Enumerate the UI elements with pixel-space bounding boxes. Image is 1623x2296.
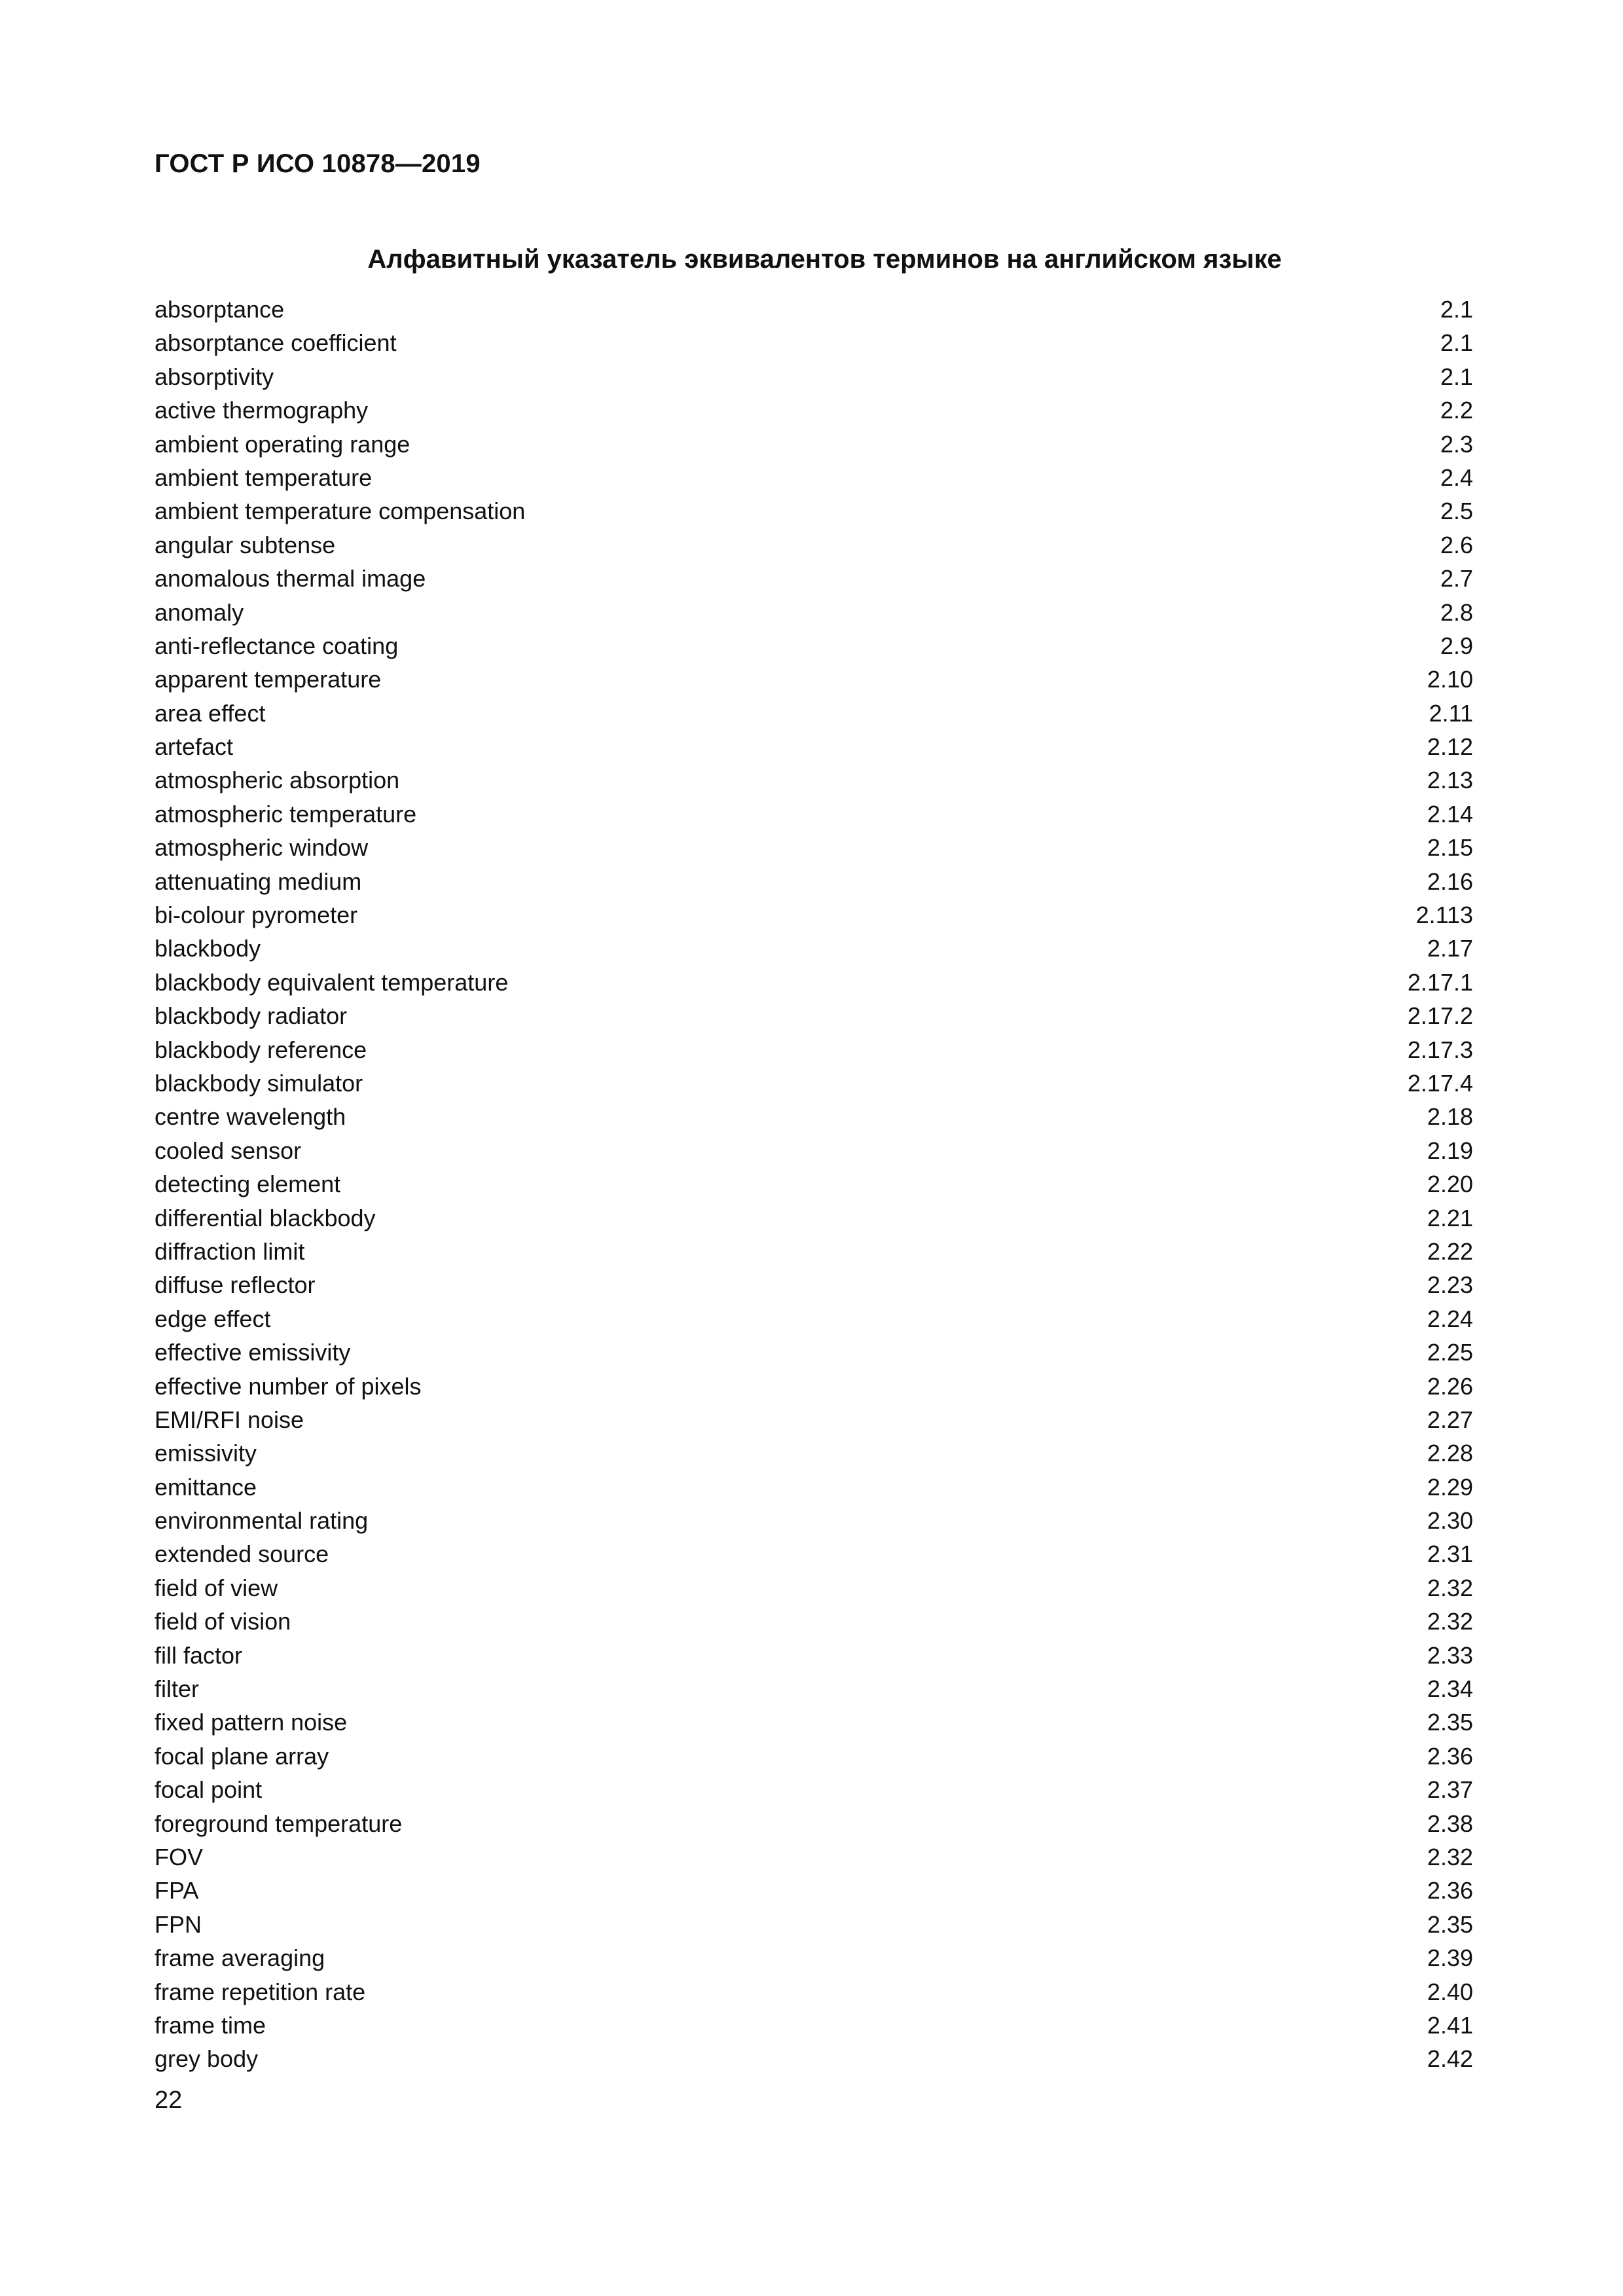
index-entry [155, 1235, 1473, 1268]
index-entry-reference: 2.1 [1440, 296, 1473, 323]
index-entry-reference: 2.30 [1427, 1507, 1473, 1535]
index-entry-reference: 2.12 [1427, 733, 1473, 761]
index-entry-reference: 2.29 [1427, 1473, 1473, 1501]
index-entry-term: environmental rating [155, 1507, 369, 1535]
index-entry [155, 1705, 1473, 1739]
index-entry [155, 326, 1473, 359]
index-entry-reference: 2.17.2 [1407, 1002, 1473, 1030]
index-entry-term: ambient temperature [155, 464, 373, 491]
index-entry-reference: 2.17.4 [1407, 1069, 1473, 1097]
index-entry-reference: 2.25 [1427, 1339, 1473, 1366]
index-entry-term: field of vision [155, 1608, 291, 1635]
index-entry-reference: 2.6 [1440, 531, 1473, 558]
index-entry-term: apparent temperature [155, 666, 382, 693]
index-entry-term: blackbody radiator [155, 1002, 348, 1030]
index-entry-term: ambient temperature compensation [155, 498, 526, 525]
index-entry-reference: 2.32 [1427, 1843, 1473, 1870]
index-entry-reference: 2.1 [1440, 363, 1473, 390]
index-entry-term: grey body [155, 2045, 259, 2073]
index-entry-reference: 2.4 [1440, 464, 1473, 491]
index-entry [155, 1672, 1473, 1705]
index-entry [155, 562, 1473, 595]
document-header: ГОСТ Р ИСО 10878—2019 [155, 149, 481, 178]
index-entry-reference: 2.35 [1427, 1910, 1473, 1938]
index-entry-term: blackbody reference [155, 1036, 367, 1063]
index-entry [155, 1470, 1473, 1504]
index-entry-term: blackbody equivalent temperature [155, 968, 509, 996]
index-entry-term: FPN [155, 1910, 202, 1938]
index-entry-reference: 2.16 [1427, 867, 1473, 895]
index-entry-term: fixed pattern noise [155, 1709, 348, 1736]
index-entry-reference: 2.28 [1427, 1440, 1473, 1467]
index-entry [155, 763, 1473, 797]
index-entry [155, 999, 1473, 1032]
index-entry-term: differential blackbody [155, 1204, 376, 1231]
index-entry-reference: 2.10 [1427, 666, 1473, 693]
index-title-text: Алфавитный указатель эквивалентов терминов на английском языке [367, 244, 1282, 274]
index-entry-reference: 2.38 [1427, 1810, 1473, 1837]
index-entry [155, 1740, 1473, 1773]
index-entry [155, 1537, 1473, 1571]
index-entry-reference: 2.27 [1427, 1406, 1473, 1433]
index-entry [155, 528, 1473, 562]
index-entry [155, 1807, 1473, 1840]
index-entry [155, 1033, 1473, 1066]
index-entry [155, 2009, 1473, 2042]
index-entry [155, 1436, 1473, 1470]
index-entry-reference: 2.8 [1440, 598, 1473, 626]
index-entry-reference: 2.11 [1429, 699, 1473, 727]
index-entry [155, 1773, 1473, 1806]
index-entry-term: ambient operating range [155, 430, 410, 458]
index-entry [155, 1975, 1473, 2009]
index-entry [155, 1201, 1473, 1235]
index-entry [155, 1370, 1473, 1403]
index-entry [155, 1908, 1473, 1941]
index-entry [155, 1840, 1473, 1874]
index-entry-term: cooled sensor [155, 1137, 302, 1164]
index-entry-term: attenuating medium [155, 867, 362, 895]
index-entry-reference: 2.17 [1427, 935, 1473, 962]
index-entry-term: frame repetition rate [155, 1978, 366, 2005]
index-entry [155, 697, 1473, 730]
index-entry [155, 797, 1473, 831]
index-entry-term: frame time [155, 2011, 266, 2039]
index-entry [155, 1100, 1473, 1133]
index-entry-reference: 2.3 [1440, 430, 1473, 458]
index-entry-term: foreground temperature [155, 1810, 403, 1837]
index-entry-term: centre wavelength [155, 1103, 346, 1131]
index-entry-reference: 2.37 [1427, 1776, 1473, 1804]
index-entry [155, 1403, 1473, 1436]
index-entry-term: absorptance coefficient [155, 329, 397, 357]
index-entry-reference: 2.32 [1427, 1574, 1473, 1601]
index-entry-term: FPA [155, 1877, 199, 1904]
index-entry [155, 1605, 1473, 1638]
index-entry-term: area effect [155, 699, 266, 727]
index-entry-term: anomaly [155, 598, 244, 626]
index-entry-term: effective emissivity [155, 1339, 351, 1366]
index-entry-reference: 2.36 [1427, 1877, 1473, 1904]
index-entry [155, 831, 1473, 864]
index-entry-reference: 2.19 [1427, 1137, 1473, 1164]
index-entry [155, 360, 1473, 393]
index-entry [155, 1504, 1473, 1537]
index-entry-term: frame averaging [155, 1944, 325, 1972]
index-entry-term: focal plane array [155, 1742, 329, 1770]
index-entry-reference: 2.42 [1427, 2045, 1473, 2073]
index-entry-reference: 2.15 [1427, 834, 1473, 862]
page-number: 22 [155, 2086, 183, 2114]
index-entry-reference: 2.7 [1440, 565, 1473, 592]
index-entry [155, 1571, 1473, 1605]
index-entry-term: filter [155, 1675, 200, 1703]
index-entry [155, 1941, 1473, 1975]
index-entry-reference: 2.22 [1427, 1237, 1473, 1265]
index-title [0, 244, 1623, 275]
index-entry-term: emittance [155, 1473, 257, 1501]
index-entry-term: absorptivity [155, 363, 274, 390]
index-entry-reference: 2.14 [1427, 800, 1473, 828]
index-entry-reference: 2.24 [1427, 1305, 1473, 1332]
index-entry-reference: 2.17.3 [1407, 1036, 1473, 1063]
index-entry-term: angular subtense [155, 531, 336, 558]
index-entry-reference: 2.35 [1427, 1709, 1473, 1736]
index-entry-reference: 2.32 [1427, 1608, 1473, 1635]
index-entry-reference: 2.40 [1427, 1978, 1473, 2005]
index-entry-reference: 2.33 [1427, 1641, 1473, 1669]
index-entry [155, 1134, 1473, 1167]
index-entry-term: anomalous thermal image [155, 565, 426, 592]
index-entry-reference: 2.21 [1427, 1204, 1473, 1231]
index-entry [155, 494, 1473, 528]
index-entry [155, 2042, 1473, 2075]
index-entry-reference: 2.2 [1440, 397, 1473, 424]
index-entry [155, 428, 1473, 461]
index-entry-term: absorptance [155, 296, 285, 323]
index-entry-term: focal point [155, 1776, 263, 1804]
index-entry-term: EMI/RFI noise [155, 1406, 304, 1433]
index-entry [155, 730, 1473, 763]
index-entry-reference: 2.34 [1427, 1675, 1473, 1703]
index-entry [155, 932, 1473, 965]
term-index-list [155, 293, 1473, 2076]
index-entry-term: fill factor [155, 1641, 243, 1669]
index-entry-reference: 2.5 [1440, 498, 1473, 525]
index-entry [155, 663, 1473, 696]
index-entry [155, 1336, 1473, 1369]
index-entry [155, 1268, 1473, 1302]
index-entry-reference: 2.23 [1427, 1271, 1473, 1299]
index-entry [155, 865, 1473, 898]
index-entry-reference: 2.1 [1440, 329, 1473, 357]
index-entry-term: FOV [155, 1843, 204, 1870]
index-entry-reference: 2.26 [1427, 1372, 1473, 1400]
index-entry [155, 1639, 1473, 1672]
index-entry-reference: 2.113 [1415, 902, 1473, 929]
index-entry [155, 596, 1473, 629]
index-entry-term: effective number of pixels [155, 1372, 422, 1400]
index-entry [155, 966, 1473, 999]
index-entry-term: detecting element [155, 1171, 341, 1198]
index-entry [155, 898, 1473, 932]
index-entry-reference: 2.20 [1427, 1171, 1473, 1198]
index-entry-reference: 2.36 [1427, 1742, 1473, 1770]
index-entry-reference: 2.18 [1427, 1103, 1473, 1131]
index-entry-reference: 2.41 [1427, 2011, 1473, 2039]
index-entry-term: atmospheric window [155, 834, 369, 862]
index-entry-term: blackbody [155, 935, 261, 962]
index-entry-reference: 2.9 [1440, 632, 1473, 659]
index-entry-term: blackbody simulator [155, 1069, 363, 1097]
index-entry-reference: 2.31 [1427, 1540, 1473, 1568]
index-entry-term: edge effect [155, 1305, 271, 1332]
index-entry [155, 1167, 1473, 1201]
index-entry-term: artefact [155, 733, 234, 761]
index-entry-term: emissivity [155, 1440, 257, 1467]
index-entry-reference: 2.39 [1427, 1944, 1473, 1972]
index-entry-term: diffraction limit [155, 1237, 305, 1265]
index-entry-term: anti-reflectance coating [155, 632, 399, 659]
index-entry [155, 393, 1473, 427]
index-entry [155, 1066, 1473, 1100]
index-entry-term: active thermography [155, 397, 369, 424]
index-entry-term: field of view [155, 1574, 278, 1601]
index-entry [155, 1302, 1473, 1336]
index-entry-reference: 2.17.1 [1407, 968, 1473, 996]
index-entry-term: atmospheric temperature [155, 800, 417, 828]
index-entry-term: bi-colour pyrometer [155, 902, 358, 929]
index-entry [155, 293, 1473, 326]
index-entry-term: atmospheric absorption [155, 767, 400, 794]
index-entry-reference: 2.13 [1427, 767, 1473, 794]
index-entry [155, 629, 1473, 663]
index-entry [155, 1874, 1473, 1907]
index-entry [155, 461, 1473, 494]
index-entry-term: diffuse reflector [155, 1271, 316, 1299]
index-entry-term: extended source [155, 1540, 329, 1568]
